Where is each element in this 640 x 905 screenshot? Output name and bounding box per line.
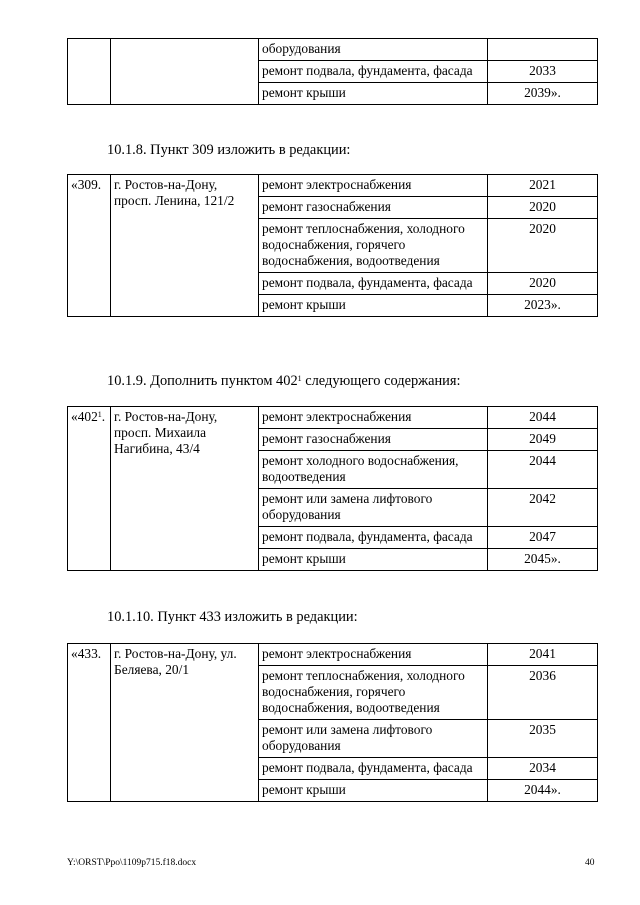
address-cell: г. Ростов-на-Дону, ул. Беляева, 20/1 (111, 644, 259, 802)
year-cell: 2041 (488, 644, 598, 666)
year-cell: 2044 (488, 451, 598, 489)
work-type-cell: ремонт теплоснабжения, холодного водоснабжения, горячего водоснабжения, водоотведения (259, 219, 488, 273)
work-type-cell: ремонт крыши (259, 83, 488, 105)
address-cell: г. Ростов-на-Дону, просп. Михаила Нагибина, 43/4 (111, 407, 259, 571)
table-continuation (67, 38, 598, 105)
item-number-cell: «433. (68, 644, 111, 802)
year-cell: 2044 (488, 407, 598, 429)
year-cell: 2042 (488, 489, 598, 527)
paragraph-10-1-9 (107, 372, 461, 390)
year-cell: 2034 (488, 758, 598, 780)
year-cell: 2020 (488, 197, 598, 219)
work-type-cell: ремонт подвала, фундамента, фасада (259, 61, 488, 83)
work-type-cell: ремонт или замена лифтового оборудования (259, 720, 488, 758)
item-number-dot: . (101, 409, 106, 424)
work-type-cell: ремонт подвала, фундамента, фасада (259, 527, 488, 549)
work-type-cell: ремонт электроснабжения (259, 175, 488, 197)
paragraph-10-1-10: 10.1.10. Пункт 433 изложить в редакции: (107, 609, 358, 625)
superscript: 1 (297, 374, 302, 383)
paragraph-text: 10.1.9. Дополнить пунктом 402 (107, 373, 298, 389)
work-type-cell: оборудования (259, 39, 488, 61)
item-number-cell (68, 407, 111, 571)
year-cell: 2035 (488, 720, 598, 758)
table-row (68, 407, 598, 429)
work-type-cell: ремонт электроснабжения (259, 407, 488, 429)
footer-file-path: Y:\ORST\Ppo\1109p715.f18.docx (67, 858, 197, 868)
year-cell: 2021 (488, 175, 598, 197)
work-type-cell: ремонт газоснабжения (259, 429, 488, 451)
table-row (68, 39, 598, 61)
address-cell (111, 39, 259, 105)
paragraph-10-1-8: 10.1.8. Пункт 309 изложить в редакции: (107, 142, 351, 158)
table-item-433 (67, 643, 598, 802)
work-type-cell: ремонт холодного водоснабжения, водоотведения (259, 451, 488, 489)
year-cell: 2049 (488, 429, 598, 451)
work-type-cell: ремонт крыши (259, 549, 488, 571)
work-type-cell: ремонт подвала, фундамента, фасада (259, 273, 488, 295)
year-cell: 2033 (488, 61, 598, 83)
year-cell: 2023». (488, 295, 598, 317)
work-type-cell: ремонт крыши (259, 780, 488, 802)
work-type-cell: ремонт крыши (259, 295, 488, 317)
work-type-cell: ремонт газоснабжения (259, 197, 488, 219)
year-cell: 2044». (488, 780, 598, 802)
year-cell: 2020 (488, 219, 598, 273)
year-cell: 2039». (488, 83, 598, 105)
footer-page-number: 40 (585, 858, 595, 868)
table-item-309 (67, 174, 598, 317)
work-type-cell: ремонт электроснабжения (259, 644, 488, 666)
year-cell: 2045». (488, 549, 598, 571)
work-type-cell: ремонт подвала, фундамента, фасада (259, 758, 488, 780)
work-type-cell: ремонт или замена лифтового оборудования (259, 489, 488, 527)
table-row (68, 644, 598, 666)
year-cell (488, 39, 598, 61)
item-number: «402 (71, 409, 98, 424)
year-cell: 2036 (488, 666, 598, 720)
address-cell: г. Ростов-на-Дону, просп. Ленина, 121/2 (111, 175, 259, 317)
year-cell: 2020 (488, 273, 598, 295)
item-number-cell: «309. (68, 175, 111, 317)
table-row (68, 175, 598, 197)
work-type-cell: ремонт теплоснабжения, холодного водоснабжения, горячего водоснабжения, водоотведения (259, 666, 488, 720)
superscript: 1 (97, 410, 102, 419)
table-item-402-1 (67, 406, 598, 571)
item-number-cell (68, 39, 111, 105)
year-cell: 2047 (488, 527, 598, 549)
paragraph-text: следующего содержания: (301, 373, 461, 389)
